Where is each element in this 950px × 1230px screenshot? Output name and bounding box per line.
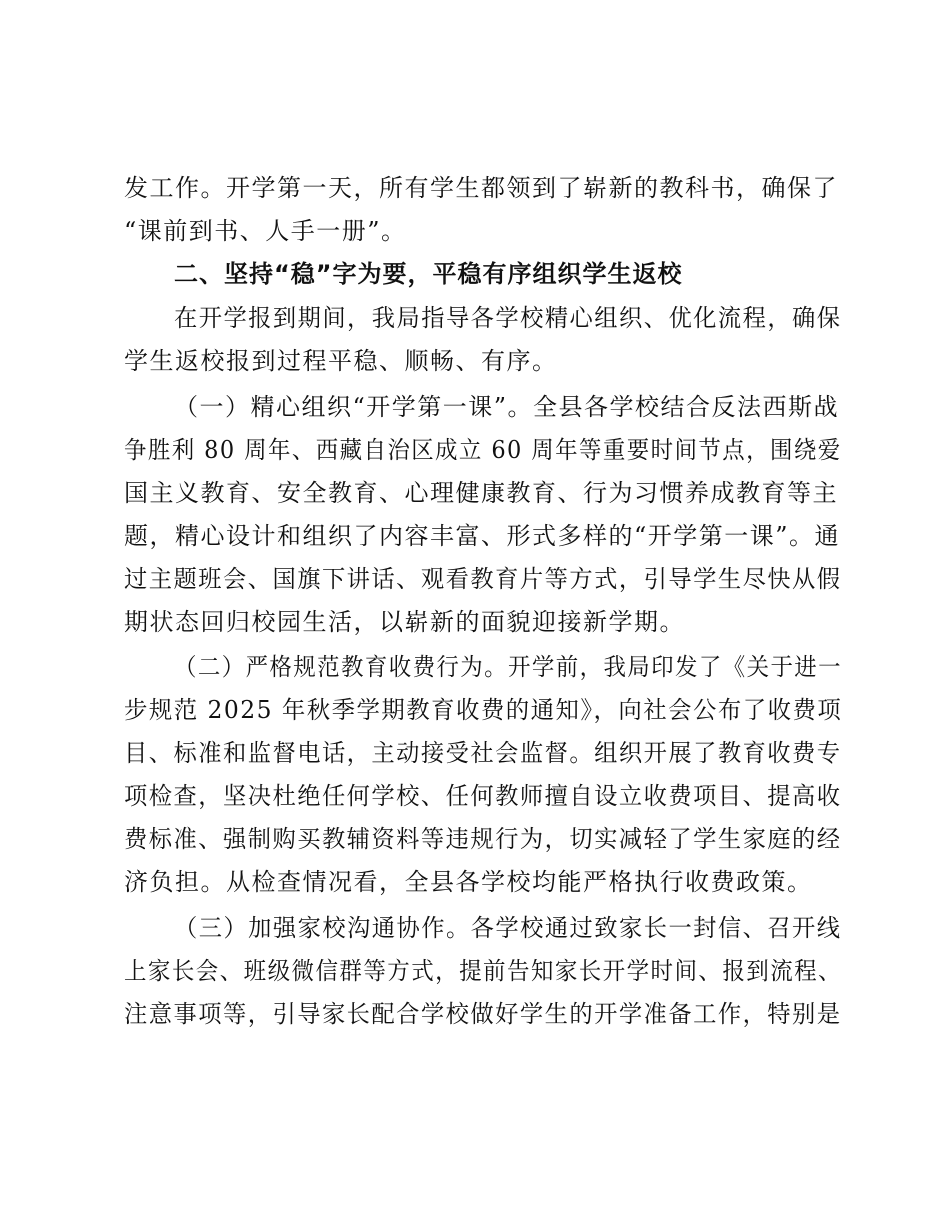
text-line: 步规范 2025 年秋季学期教育收费的通知》，向社会公布了收费项 — [124, 696, 843, 724]
text-line: （二）严格规范教育收费行为。开学前，我局印发了《关于进一 — [174, 653, 843, 681]
text-line: 目、标准和监督电话，主动接受社会监督。组织开展了教育收费专 — [124, 739, 842, 767]
text-line: 争胜利 80 周年、西藏自治区成立 60 周年等重要时间节点，围绕爱 — [124, 436, 842, 464]
text-line: （三）加强家校沟通协作。各学校通过致家长一封信、召开线 — [174, 914, 842, 942]
text-line: 注意事项等，引导家长配合学校做好学生的开学准备工作，特别是 — [124, 1000, 842, 1028]
text-line: （一）精心组织“开学第一课”。全县各学校结合反法西斯战 — [174, 393, 840, 421]
text-line: 题，精心设计和组织了内容丰富、形式多样的“开学第一课”。通 — [124, 522, 841, 550]
text-line: 学生返校报到过程平稳、顺畅、有序。 — [124, 347, 558, 375]
text-line: 发工作。开学第一天，所有学生都领到了崭新的教科书，确保了 — [124, 174, 838, 202]
text-line: 上家长会、班级微信群等方式，提前告知家长开学时间、报到流程、 — [124, 957, 843, 985]
text-line: 过主题班会、国旗下讲话、观看教育片等方式，引导学生尽快从假 — [124, 565, 842, 593]
text-line: 在开学报到期间，我局指导各学校精心组织、优化流程，确保 — [174, 304, 842, 332]
text-line: 项检查，坚决杜绝任何学校、任何教师擅自设立收费项目、提高收 — [124, 782, 842, 810]
text-line: 济负担。从检查情况看，全县各学校均能严格执行收费政策。 — [124, 868, 813, 896]
section-heading: 二、坚持“稳”字为要，平稳有序组织学生返校 — [174, 260, 683, 288]
text-line: 费标准、强制购买教辅资料等违规行为，切实减轻了学生家庭的经 — [124, 825, 842, 853]
text-line: “课前到书、人手一册”。 — [124, 217, 407, 245]
text-line: 期状态回归校园生活，以崭新的面貌迎接新学期。 — [124, 608, 685, 636]
text-line: 国主义教育、安全教育、心理健康教育、行为习惯养成教育等主 — [124, 479, 838, 507]
